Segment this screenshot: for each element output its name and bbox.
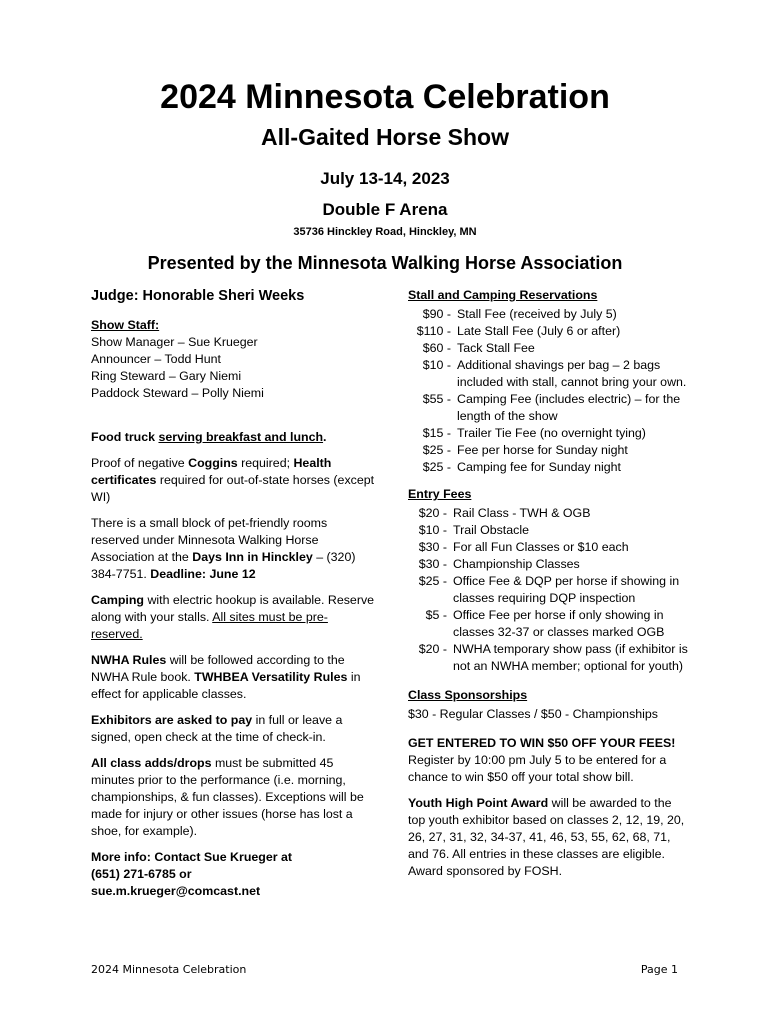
rules-text-a: NWHA Rules xyxy=(91,653,167,667)
fee-description: Trail Obstacle xyxy=(453,523,529,537)
right-column xyxy=(408,287,688,889)
fee-row xyxy=(408,641,688,675)
rooms-text-c: – (320) 384-7751. xyxy=(91,550,356,581)
sponsorship-text: $30 - Regular Classes / $50 - Championships xyxy=(408,707,659,721)
fee-row xyxy=(408,357,688,391)
left-column xyxy=(91,287,376,909)
fee-description: Late Stall Fee (July 6 or after) xyxy=(457,324,621,338)
fee-description: Additional shavings per bag – 2 bags included with stall, cannot bring your own. xyxy=(457,358,687,389)
fee-amount: $60 - xyxy=(422,341,451,355)
fee-description: Office Fee per horse if only showing in classes 32-37 or classes marked OGB xyxy=(453,608,665,639)
fee-amount: $30 - xyxy=(418,557,447,571)
staff-item: Ring Steward – Gary Niemi xyxy=(91,369,242,383)
win-fees-note xyxy=(408,735,688,786)
rooms-text-b: Days Inn in Hinckley xyxy=(192,550,313,564)
adds-text-b: must be submitted 45 minutes prior to the performance (i.e. morning, championships, & fun classes). Exceptions will be made for injury or other issues (horse has lost a shoe, for example). xyxy=(91,756,364,838)
payment-note xyxy=(91,712,376,746)
fee-description: Office Fee & DQP per horse if showing in classes requiring DQP inspection xyxy=(453,574,680,605)
fee-description: Rail Class - TWH & OGB xyxy=(453,506,591,520)
adds-drops-note xyxy=(91,755,376,840)
win-text-b: Register by 10:00 pm July 5 to be entered for a chance to win $50 off your total show bill. xyxy=(408,753,667,784)
contact-phone: (651) 271-6785 or xyxy=(91,867,192,881)
footer-title: 2024 Minnesota Celebration xyxy=(91,963,247,976)
fee-amount: $25 - xyxy=(422,443,451,457)
venue-name: Double F Arena xyxy=(322,200,448,219)
contact-line: More info: Contact Sue Krueger at xyxy=(91,850,293,864)
fee-row xyxy=(408,607,688,641)
fee-amount: $10 - xyxy=(422,358,451,372)
coggins-text-c: required; xyxy=(237,456,294,470)
youth-award-note xyxy=(408,795,688,880)
fee-row xyxy=(408,306,688,323)
camping-note xyxy=(91,592,376,643)
staff-item: Show Manager – Sue Krueger xyxy=(91,335,258,349)
fee-row xyxy=(408,522,688,539)
camping-text-c: All sites must be pre-reserved. xyxy=(91,610,328,641)
coggins-text-d: Health certificates xyxy=(91,456,332,487)
fee-row xyxy=(408,425,688,442)
sponsorship-heading: Class Sponsorships xyxy=(408,688,528,702)
fee-amount: $90 - xyxy=(422,307,451,321)
show-dates: July 13-14, 2023 xyxy=(320,169,450,188)
staff-item: Paddock Steward – Polly Niemi xyxy=(91,386,264,400)
win-text-a: GET ENTERED TO WIN $50 OFF YOUR FEES! xyxy=(408,736,676,750)
youth-text-a: Youth High Point Award xyxy=(408,796,549,810)
contact-info xyxy=(91,849,376,900)
youth-text-b: will be awarded to the top youth exhibitor based on classes 2, 12, 19, 20, 26, 27, 31, 32, 34-37, 41, 46, 53, 55, 62, 68, 71, and 76. All entries in these classes are eligible. Award sponsored by FOSH. xyxy=(408,796,685,878)
rooms-text-a: There is a small block of pet-friendly rooms reserved under Minnesota Walking Horse Association at the xyxy=(91,516,328,564)
coggins-text-b: Coggins xyxy=(188,456,238,470)
staff-heading: Show Staff: xyxy=(91,318,160,332)
fee-amount: $110 - xyxy=(416,324,451,338)
fee-amount: $25 - xyxy=(422,460,451,474)
staff-list xyxy=(91,334,376,402)
adds-text-a: All class adds/drops xyxy=(91,756,212,770)
fee-row xyxy=(408,459,688,476)
food-truck-note xyxy=(91,429,376,446)
fee-description: Tack Stall Fee xyxy=(457,341,535,355)
rules-text-d: in effect for applicable classes. xyxy=(91,670,361,701)
fee-description: Camping Fee (includes electric) – for the length of the show xyxy=(457,392,681,423)
venue-address: 35736 Hinckley Road, Hinckley, MN xyxy=(293,226,477,238)
contact-email: sue.m.krueger@comcast.net xyxy=(91,884,261,898)
fee-amount: $25 - xyxy=(418,574,447,588)
judge-line: Judge: Honorable Sheri Weeks xyxy=(91,288,305,304)
document-subtitle: All-Gaited Horse Show xyxy=(261,124,509,150)
entry-fee-list xyxy=(408,505,688,675)
entry-heading: Entry Fees xyxy=(408,487,472,501)
fee-amount: $5 - xyxy=(425,608,447,622)
staff-item: Announcer – Todd Hunt xyxy=(91,352,221,366)
fee-row xyxy=(408,556,688,573)
rules-text-c: TWHBEA Versatility Rules xyxy=(194,670,348,684)
fee-row xyxy=(408,391,688,425)
fee-row xyxy=(408,442,688,459)
hotel-note xyxy=(91,515,376,583)
fee-description: Camping fee for Sunday night xyxy=(457,460,621,474)
coggins-text-a: Proof of negative xyxy=(91,456,189,470)
coggins-note xyxy=(91,455,376,506)
food-text-c: . xyxy=(323,430,327,444)
fee-amount: $20 - xyxy=(418,506,447,520)
camping-text-a: Camping xyxy=(91,593,145,607)
fee-description: Trailer Tie Fee (no overnight tying) xyxy=(457,426,646,440)
fee-amount: $15 - xyxy=(422,426,451,440)
page-number: Page 1 xyxy=(640,963,678,976)
camping-text-b: with electric hookup is available. Reserve along with your stalls. xyxy=(91,593,375,624)
coggins-text-e: required for out-of-state horses (except WI) xyxy=(91,473,375,504)
pay-text-b: in full or leave a signed, open check at the time of check-in. xyxy=(91,713,343,744)
fee-description: NWHA temporary show pass (if exhibitor is not an NWHA member; optional for youth) xyxy=(453,642,688,673)
rules-text-b: will be followed according to the NWHA Rule book. xyxy=(91,653,345,684)
fee-amount: $10 - xyxy=(418,523,447,537)
fee-description: Fee per horse for Sunday night xyxy=(457,443,628,457)
stall-heading: Stall and Camping Reservations xyxy=(408,288,598,302)
rules-note xyxy=(91,652,376,703)
fee-row xyxy=(408,539,688,556)
fee-amount: $20 - xyxy=(418,642,447,656)
food-text-b: serving breakfast and lunch xyxy=(158,430,324,444)
document-title: 2024 Minnesota Celebration xyxy=(160,78,610,116)
food-text-a: Food truck xyxy=(91,430,159,444)
fee-row xyxy=(408,505,688,522)
fee-row xyxy=(408,340,688,357)
fee-description: Stall Fee (received by July 5) xyxy=(457,307,617,321)
fee-amount: $30 - xyxy=(418,540,447,554)
presented-by: Presented by the Minnesota Walking Horse Association xyxy=(147,253,623,273)
fee-amount: $55 - xyxy=(422,392,451,406)
fee-description: For all Fun Classes or $10 each xyxy=(453,540,629,554)
fee-row xyxy=(408,573,688,607)
rooms-text-d: Deadline: June 12 xyxy=(150,567,256,581)
stall-fee-list xyxy=(408,306,688,476)
fee-row xyxy=(408,323,688,340)
fee-description: Championship Classes xyxy=(453,557,580,571)
pay-text-a: Exhibitors are asked to pay xyxy=(91,713,253,727)
